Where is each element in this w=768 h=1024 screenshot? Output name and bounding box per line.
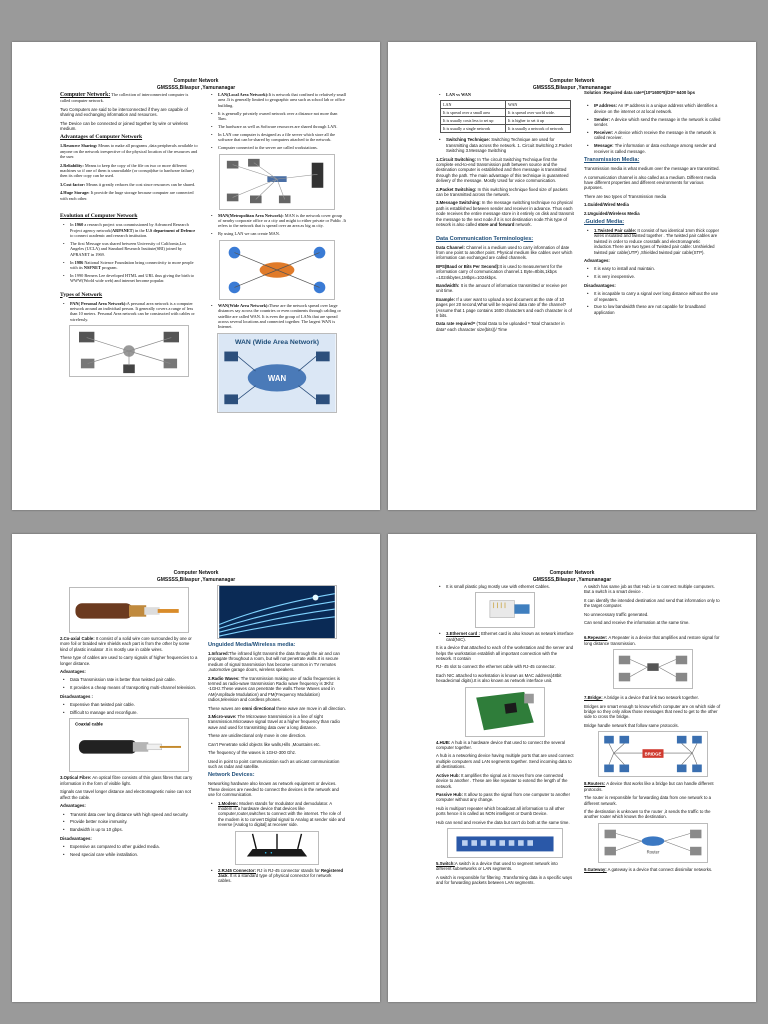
bridge-diagram-label: BRIDGE [644,751,662,757]
pan-diagram [69,325,189,377]
switching-technique: • Switching Technique: Switching Technique are used for transmitting data across the network. 1. Circuit Switching 2.Packet Switching 3.Message Switching [436,137,574,153]
rj45-item: • 2.RJ45 Connector: RJ in RJ-45 connector stands for Registered Jack. It is a standard type of physical connector for network cables. [208,868,346,884]
page-1 [12,42,380,510]
fibre-advantages: • Transmit data over long distance with high speed and security. • Provide better noise immunity. • Bandwidth is up to 10 gbps. [60,812,198,833]
coaxial-diagram-label: Coaxial cable [75,722,103,728]
guided-media-heading: .Guided Media: [584,219,625,225]
coaxial-cable-image [69,587,189,633]
intro: Computer Network: The collection of interconnected computer is called computer network. [60,92,189,104]
optical-fibre-image [217,585,337,639]
page-3-right-column: Unguided Media/Wireless media: 1.Infrared:The infrared light transmit the data through the air and can propagate throughout a room, but will not penetrate walls.It is secure medium of signal transmission has become common in TV remotes ,automotive garage doors, wireless speakers. 2.Radio Waves: The transmission making use of radio frequencies is termed as radio-wave transmission Radio wave frequency is 3Khz -1GHz.These waves can penetrate the walls.These Waves used in AM(Amplitude Modulation) and FM(Frequency Modulation) radios,television and cordless phones. These waves are omni directional these wave are move in all direction. 3.Micro-wave: The Microwave transmission is a line of sight transmission.Microwave signal travel at a higher frequency than radio wave and used for transmitting data over a long distance. These are unidirectional only move in one direction. Can't Penetrate solid objects like walls,Hills ,Mountains etc. The frequency of the waves is 1GHz-300 Ghz. Used in point to point communication such as unicast communication such as radar and satellite. Network Devices: Networking hardware also known as network equipment or devices. These devices are needed to connect the devices in the network and use for communication. • 1.Modem: Modem stands for modulator and demodulator. A modem is a hardware device that devices like computer,router,switches to connect with the internet. The role of the modem is to convert Digital signal to Analog at sender side and reverse [Analog to digital] at receiver side. • 2.RJ45 Connector: RJ in RJ-45 connector stands for Registered Jack. It is a standard type of physical connector for network cables. [208,582,346,887]
wan-diagram-title: WAN (Wide Area Network) [234,338,320,346]
coaxial-cable-diagram [69,718,189,772]
terminologies-heading: Data Communication Terminologies: [436,235,534,242]
lan-diagram [219,154,335,210]
coax-advantages: • Data Transmission rate is better than twisted pair cable. • It provides a cheap means of transporting multi-channel television. [60,677,198,690]
advantages-heading: Advantages of Computer Network [60,134,143,141]
switch-image [447,828,563,858]
network-devices-heading: Network Devices: [208,772,255,779]
ethernet-card-item: • 3.Ethernet card : Ethernet card is also known as network interface card(NIC). [436,631,574,642]
advantages-list: 1.Resource Sharing: Means to make all programs ,data peripherals available to anyone on the network irrespective of the physical location of the resources and the user. 2.Reliability: Means to keep the copy of the file on two or more different machines so if one of them is unavailable (or corrupt)due to hardware failure) then its other copy can be used. 3.Cost factor: Means it greatly reduces the cost since resources can be shared. 4.Huge Storage: It provide the huge storage because computer are connected with each other. [60,143,198,201]
pan-item: • PAN( Personal Area Network):A personal area network is a computer network around an individual person. It generally covers a range of less than 10 meters. Personal Area network can be constructed with cables or wirelessly. [60,301,198,323]
page-1-right-column [208,92,346,416]
router-diagram [598,823,708,863]
page-header: Computer Network GMSSSS,Bilaspur ,Yamunanagar [532,570,612,583]
ethernet-card-image [465,687,545,737]
transmission-media-heading: Transmission Media: [584,157,640,164]
types-heading: Types of Network [60,291,103,298]
wan-diagram [217,333,337,413]
tp-disadvantages: • It is incapable to carry a signal over long distance without the use of repeaters. • Due to low bandwidth these are not capable for broadband application [584,291,722,315]
page-4-right-column: A switch has same job as that Hub i.e to connect multiple computers. But a switch is a smart device . It can identify the intended destination and send that information only to the target computer. No unnecessary traffic generated. Can send and receive the information at the same time. 6.Repeater: A Repeater is a device that amplifies and restore signal for long distance transmission. 7.Bridge: A bridge is a device that link two network together. Bridges are smart enough to know which computer are on which side of bridge so they only allow those messages that need to get to the other side to cross the bridge. Bridge handle network that follow same protocols. BRIDGE 8.Routers: A device that works like a bridge but can handle different protocols. The router is responsible for forwarding data from one network to a different network. If the destination is unknown to the router ,it sends the traffic to the another router which knows the destination. Router 9.Gateway: A gateway is a device that connect dissimilar networks. [584,584,721,872]
modem-item: • 1.Modem: Modem stands for modulator and demodulator. A modem is a hardware device that devices like computer,router,switches to connect with the internet. The role of the modem is to convert Digital signal to Analog at sender side and reverse [Analog to digital] at receiver side. [208,801,346,828]
evolution-heading: Evolution of Computer Network [60,213,138,220]
twisted-pair: • 1.Twisted Pair cable: It consist of two identical 1mm thick copper wires insulated and twisted together . The twisted pair cables are twisted in order to reduce crosstalk and electromagnetic induction.There are two types of Twisted pair cable: Unshielded twisted pair cable(UTP) ,Shielded twisted pair cable(STP). [584,228,722,255]
router-diagram-label: Router [646,849,660,855]
page-header: Computer Network GMSSSS,Bilaspur ,Yamunanagar [156,570,236,583]
page-3 [12,534,380,1002]
page-2 [388,42,756,510]
page-3-left-column: 2.Co-axial Cable: It consist of a solid wire core surrounded by one or more foil or braided wire shields each part is from the other by some kind of plastic insulator .It is mostly use in cable wires. These type of cables are used to carry signals of higher frequencies to a longer distance. Advantages: • Data Transmission rate is better than twisted pair cable. • It provides a cheap means of transporting multi-channel television. Disadvantages : • Expensive than twisted pair cable. • Difficult to manage and reconfigure. Coaxial cable 3.Optical Fibre: An optical fibre consists of thin glass fibres that carry information in the form of visible light. Signals can travel longer distance and electromagnetic noise can not affect the cable. Advantages: • Transmit data over long distance with high speed and security. • Provide better noise immunity. • Bandwidth is up to 10 gbps. Disadvantages: • Expensive as compared to other guided media. • Need special care while installation. [60,584,198,860]
tp-advantages: • It is easy to install and maintain. • It is very inexpensive. [584,266,722,279]
lan-item: • LAN(Local Area Network):It is network that confined to relatively small area .It is generally limited to geographic area such as school lab or office building. • It is generally privately owned network over a distance not more than 5km. • The hardware as well as Software resources are shared through LAN. • In LAN one computer is designed as a file server which store all the software that can be shared by computers attached to the network. • Computer connected to the server are called workstations. [208,92,346,151]
wan-diagram-label: WAN [267,373,287,383]
page-1-left-column: Computer Network: The collection of interconnected computer is called computer network. Two Computers are said to be interconnected if they are capable of sharing and exchanging information and resources. The Device can be connected or joined together by wire or wireless medium. Advantages of Computer Network 1.Resource Sharing: Means to make all programs ,data peripherals available to anyone on the network irrespective of the physical location of the resources and the user. 2.Reliability: Means to keep the copy of the file on two or more different machines so if one of them is unavailable (or corrupt)due to hardware failure) then its other copy can be used. 3.Cost factor: Means it greatly reduces the cost since resources can be shared. 4.Huge Storage: It provide the huge storage because computer are connected with each other. Evolution of Computer Network • In 1960 a research project was commissioned by Advanced Research Project agency network(ARPANET) in the U.S department of Defence to connect academic and research institution. • The first Message was shared between University of California,Los Angeles (UCLA) and Standard Research Institute(SRI) joined by APRANET in 1969. • In 1986 National Science Foundation bring connectivity to more people with its NSFNET program. • In 1990 Berners Lee developed HTML and URL thus giving the birth to WWW(World wide web) and internet become popular. Types of Network • PAN( Personal Area Network):A personal area network is a computer network around an individual person. It generally covers a range of less than 10 meters. Personal Area network can be constructed with cables or wirelessly. [60,92,198,380]
rj45-connector-image [475,592,535,628]
lan-vs-wan-table: LAN WAN It is spread over a small area It is spread over world wide. It is usually costs less to set up It is higher to set it up It is usually a single network It is usually a network of network [440,100,571,133]
page-header: Computer Network GMSSSS,Bilaspur ,Yamunanagar [532,78,612,91]
man-item: • MAN(Metropolitan Area Network): MAN is the network cover group of nearby corporate office or a city and might to either private or Public .It refers to the network that is spread over an area as big as city. • By using LAN we can create MAN. [208,213,346,237]
page-4 [388,534,756,1002]
man-diagram [219,240,335,300]
rj45-usage: • It is small plastic plug mostly use with ethernet Cables. [436,584,574,589]
page-2-right-column: Solution :Required data rate=(10*1600*8)/20= 6400 bps • IP address: An IP address is a unique address which identifies a device on the internet or at local network. • Sender: A device which send the message in the network is called sender. • Receiver: A device which receive the message in the network is called receiver. • Message: The information or data exchange among sender and receiver is called message. Transmission Media: Transmission media is what medium over the message are transmitted. A communication channel is also called as a medium. Different media have different properties and different environments for various purposes. There are two types of Transmission media 1.Guided/Wired Media 2.Unguided/Wireless Media .Guided Media: • 1.Twisted Pair cable: It consist of two identical 1mm thick copper wires insulated and twisted together . The twisted pair cables are twisted in order to reduce crosstalk and electromagnetic induction.There are two types of Twisted pair cable: Unshielded twisted pair cable(UTP) ,Shielded twisted pair cable(STP). Advantages: • It is easy to install and maintain. • It is very inexpensive. Disadvantages: • It is incapable to carry a signal over long distance without the use of repeaters. • Due to low bandwidth these are not capable for broadband application [584,90,722,318]
page-4-left-column: • It is small plastic plug mostly use with ethernet Cables. • 3.Ethernet card : Ethernet card is also known as network interface card(NIC). It is a device that attached to each of the workstation and the server and helps the workstation establish all important connection with the network. It contain RJ- 45 slot to connect the ethernet cable with RJ-45 connector. Each NIC attached to workstation is known as MAC address(48bit hexadecimal digits).It is also known as network interface unit. 4.HUB: A hub is a hardware device that used to connect the several computer together. A hub is a networking device having multiple ports that are used connect multiple computers and LAN segments together. Send incoming data to all destinations. Active Hub: It amplifies the signal as it moves from one connected device to another . These are like repeater to extend the length of the network. Passive Hub: It allow to pass the signal from one computer to another computer without any change. Hub is multiport repeater which broadcast all information to all other ports hence it is called as NON intelligent or Dumb Device. Hub can send and receive the data but can't do both at the same time. 5.Switch:A switch is a device that used to segment network into different subnetworks or LAN segments. A switch is responsible for filtering .Transforming data in a specific ways and for forwarding packets between LAN segments. [436,584,574,889]
definitions-list: • IP address: An IP address is a unique address which identifies a device on the internet or at local network. • Sender: A device which send the message in the network is called sender. • Receiver: A device which receive the message in the network is called receiver. • Message: The information or data exchange among sender and receiver is called message. [584,103,722,154]
bridge-diagram [598,731,708,777]
evolution-list: • In 1960 a research project was commissioned by Advanced Research Project agency network(ARPANET) in the U.S department of Defence to connect academic and research institution. • The first Message was shared between University of California,Los Angeles (UCLA) and Standard Research Institute(SRI) joined by APRANET in 1969. • In 1986 National Science Foundation bring connectivity to more people with its NSFNET program. • In 1990 Berners Lee developed HTML and URL thus giving the birth to WWW(World wide web) and internet become popular. [60,222,198,284]
coax-disadvantages: • Expensive than twisted pair cable. • Difficult to manage and reconfigure. [60,702,198,715]
repeater-diagram [613,649,693,689]
unguided-media-heading: Unguided Media/Wireless media: [208,642,296,648]
wan-item: • WAN(Wide Area Network):These are the network spread over large distances say across the countries or even continents through cabling or satellite are called WAN. It is even the group of LANs that are spread across several locations and connected together. The largest WAN is Internet. [208,303,346,330]
modem-image [235,831,319,865]
fibre-disadvantages: • Expensive as compared to other guided media. • Need special care while installation. [60,844,198,857]
page-header: Computer Network GMSSSS,Bilaspur ,Yamunanagar [156,78,236,91]
page-2-left-column: • LAN vs WAN LAN WAN It is spread over a small area It is spread over world wide. It is usually costs less to set up It is higher to set it up It is usually a single network It is usually a network of network • Switching Technique: Switching Technique are used for transmitting data across the network. 1. Circuit Switching 2.Packet Switching 3.Message Switching 1.Circuit Switching: In The circuit Switching Technique first the complete end-to-end transmission path between source and the destination computer is established and then message is transmitted through the path. The main advantage of this technique is guaranteed delivery of the message. Mostly Used for voice communication. 2.Packet Switching: In this switching technique fixed size of packets can be transmitted across the network. 3.Message Switching: In the message switching technique no physical path is established between sender and receiver in advance. Thus each node receives the entire message store in it entirely on disk and transmit the message to the next node.if it is not destination node.This type of network is also called store and forward network. Data Communication Terminologies: Data Channel: Channel is a medium used to carry information of date from one point to another point. Physical medium like cables over which information can exchanged are called channels. BPS(Baud or Bits Per Second):It is used to measurement for the information carry of communication channel.1 Byte=8bits,1kbps =1024kbytes,1Mbps=1024kbps. Bandwidth: It is the amount of information transmitted or receive per unit time. Example: If a user want to upload a text document at the rate of 10 pages per 20 second,What will be required data rate of the channel?(Assume that 1 page contains 1600 characters and each character is of 8 bits. Data rate required= (Total Data to be uploaded * Total Character in data* each character size(bits))/ Time [436,92,574,335]
